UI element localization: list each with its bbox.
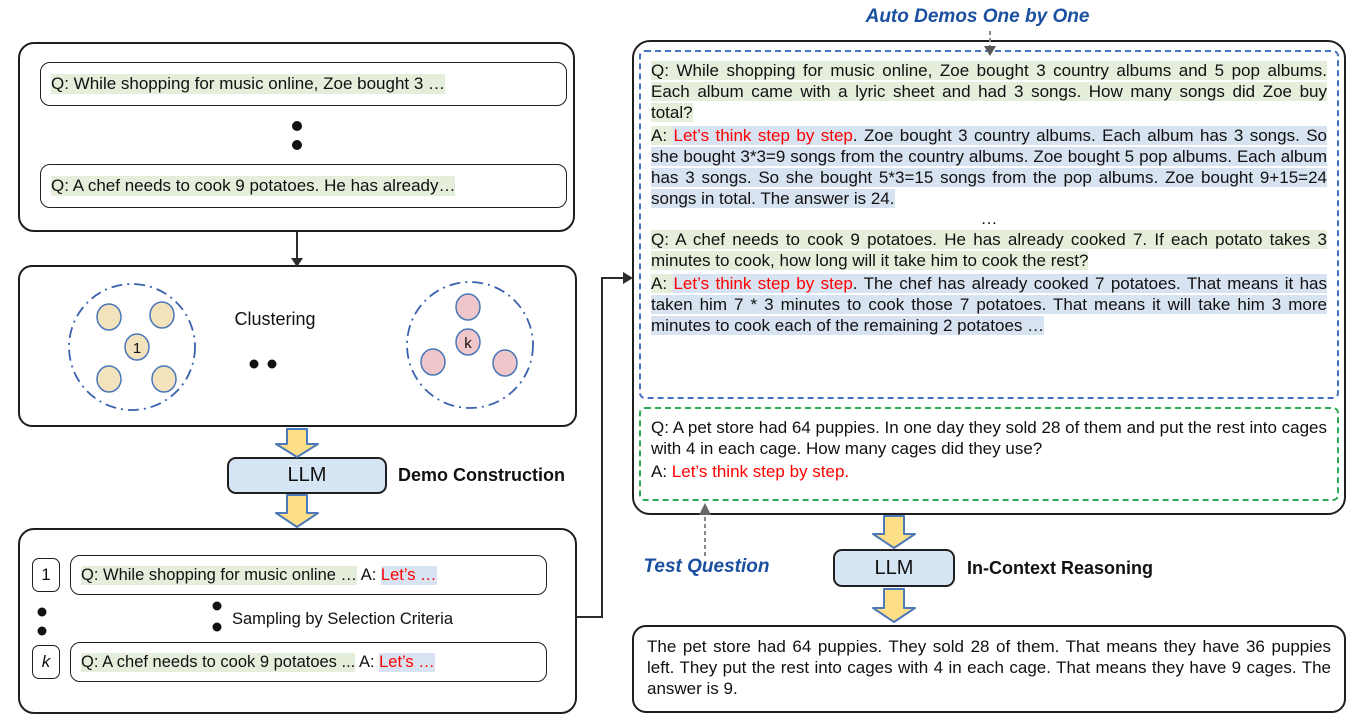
question-text: Q: While shopping for music online, Zoe bought 3 …	[51, 74, 446, 93]
test-question-label: Test Question	[643, 556, 770, 577]
test-answer-line	[651, 461, 1327, 482]
test-question-text: Q: A pet store had 64 puppies. In one day they sold 28 of them and put the rest into cages with 4 in each cage. How many cages did they use?	[651, 418, 1327, 458]
sampling-criteria-label: Sampling by Selection Criteria	[232, 610, 454, 628]
clustering-box	[18, 265, 577, 427]
demo-a-text: Let’s …	[380, 565, 437, 584]
demo2-a-trigger: Let’s think step by step	[673, 274, 853, 293]
cluster-k-label: k	[464, 335, 472, 352]
llm-box-demo-construction	[227, 457, 387, 494]
block-arrow-prompt-to-llm-icon	[873, 516, 915, 548]
demo2-a-rationale: . The chef has already cooked 7 potatoes. That means it has taken him 7 * 3 minutes to cook those 7 potatoes. That means it will take him 3 more minutes to cook each of the remaining 2 potatoes …	[651, 274, 1327, 335]
demo-q-text: Q: While shopping for music online …	[81, 565, 358, 584]
block-arrow-llm-to-output-icon	[873, 589, 915, 622]
sampled-demo-row-k	[70, 642, 547, 682]
demo2-question	[651, 229, 1327, 271]
ellipsis-dot	[250, 360, 259, 369]
block-arrow-llm-to-demos-icon	[276, 495, 318, 527]
question-item-2	[40, 164, 567, 208]
llm-label: LLM	[287, 464, 327, 486]
test-question-dashed-box	[639, 407, 1339, 501]
llm-box-in-context-reasoning	[833, 549, 955, 587]
demo-index-k: k	[32, 645, 60, 679]
auto-demos-dashed-box	[639, 50, 1339, 399]
cluster-point	[150, 302, 174, 328]
demo1-question	[651, 60, 1327, 123]
demo2-a-prefix: A:	[651, 274, 674, 293]
question-item-1	[40, 62, 567, 106]
cluster-point	[493, 350, 517, 376]
demo1-a-rationale: . Zoe bought 3 country albums. Each album has 3 songs. So she bought 3*3=9 songs from the country albums. Zoe bought 5 pop albums. Each album has 3 songs. So she bought 5*3=15 songs from the pop albums. Zoe bought 9+15=24 songs in total. The answer is 24.	[651, 126, 1327, 208]
demo1-answer	[651, 125, 1327, 209]
ellipsis-dot	[268, 360, 277, 369]
question-pool-box	[18, 42, 575, 232]
demo-a-prefix: A:	[355, 652, 380, 671]
llm-label: LLM	[874, 556, 914, 579]
sampled-demos-box	[18, 528, 577, 714]
cluster-point	[97, 304, 121, 330]
block-arrow-clustering-to-llm-icon	[276, 429, 318, 457]
model-output-text: The pet store had 64 puppies. They sold 28 of them. That means they have 36 puppies left. They put the rest into cages with 4 in each cage. That means they have 9 cages. The answer is 9.	[647, 637, 1331, 698]
cluster-point	[421, 349, 445, 375]
demos-ellipsis: …	[980, 209, 998, 228]
stage-label-in-context-reasoning: In-Context Reasoning	[967, 557, 1154, 578]
cluster-point	[152, 366, 176, 392]
stage-label-demo-construction: Demo Construction	[398, 465, 566, 485]
demo-index-1: 1	[32, 558, 60, 592]
cluster-point	[97, 366, 121, 392]
demo2-answer	[651, 273, 1327, 336]
test-a-trigger: Let’s think step by step.	[671, 462, 850, 481]
demo2-q-text: Q: A chef needs to cook 9 potatoes. He has already cooked 7. If each potato takes 3 minutes to cook, how long will it take him to cook the rest?	[651, 230, 1327, 270]
clusters-diagram	[20, 267, 579, 429]
test-a-prefix: A:	[651, 462, 672, 481]
clustering-label: Clustering	[234, 309, 316, 329]
model-output-box	[632, 625, 1346, 713]
auto-demos-title: Auto Demos One by One	[865, 6, 1090, 27]
sampled-demo-row-1	[70, 555, 547, 595]
demo-a-text: Let’s …	[379, 652, 435, 671]
demo-q-text: Q: A chef needs to cook 9 potatoes ...	[81, 652, 356, 671]
question-text: Q: A chef needs to cook 9 potatoes. He has already…	[51, 176, 456, 195]
cluster-1-label: 1	[132, 340, 142, 357]
demo-a-prefix: A:	[357, 565, 381, 584]
cluster-point	[456, 294, 480, 320]
demo1-a-prefix: A:	[651, 126, 674, 145]
demo1-a-trigger: Let’s think step by step	[673, 126, 853, 145]
demo1-q-text: Q: While shopping for music online, Zoe bought 3 country albums and 5 pop albums. Each album came with a lyric sheet and had 3 songs. How many songs did Zoe buy total?	[651, 61, 1327, 122]
pool-to-clustering-arrow-icon	[291, 232, 303, 267]
